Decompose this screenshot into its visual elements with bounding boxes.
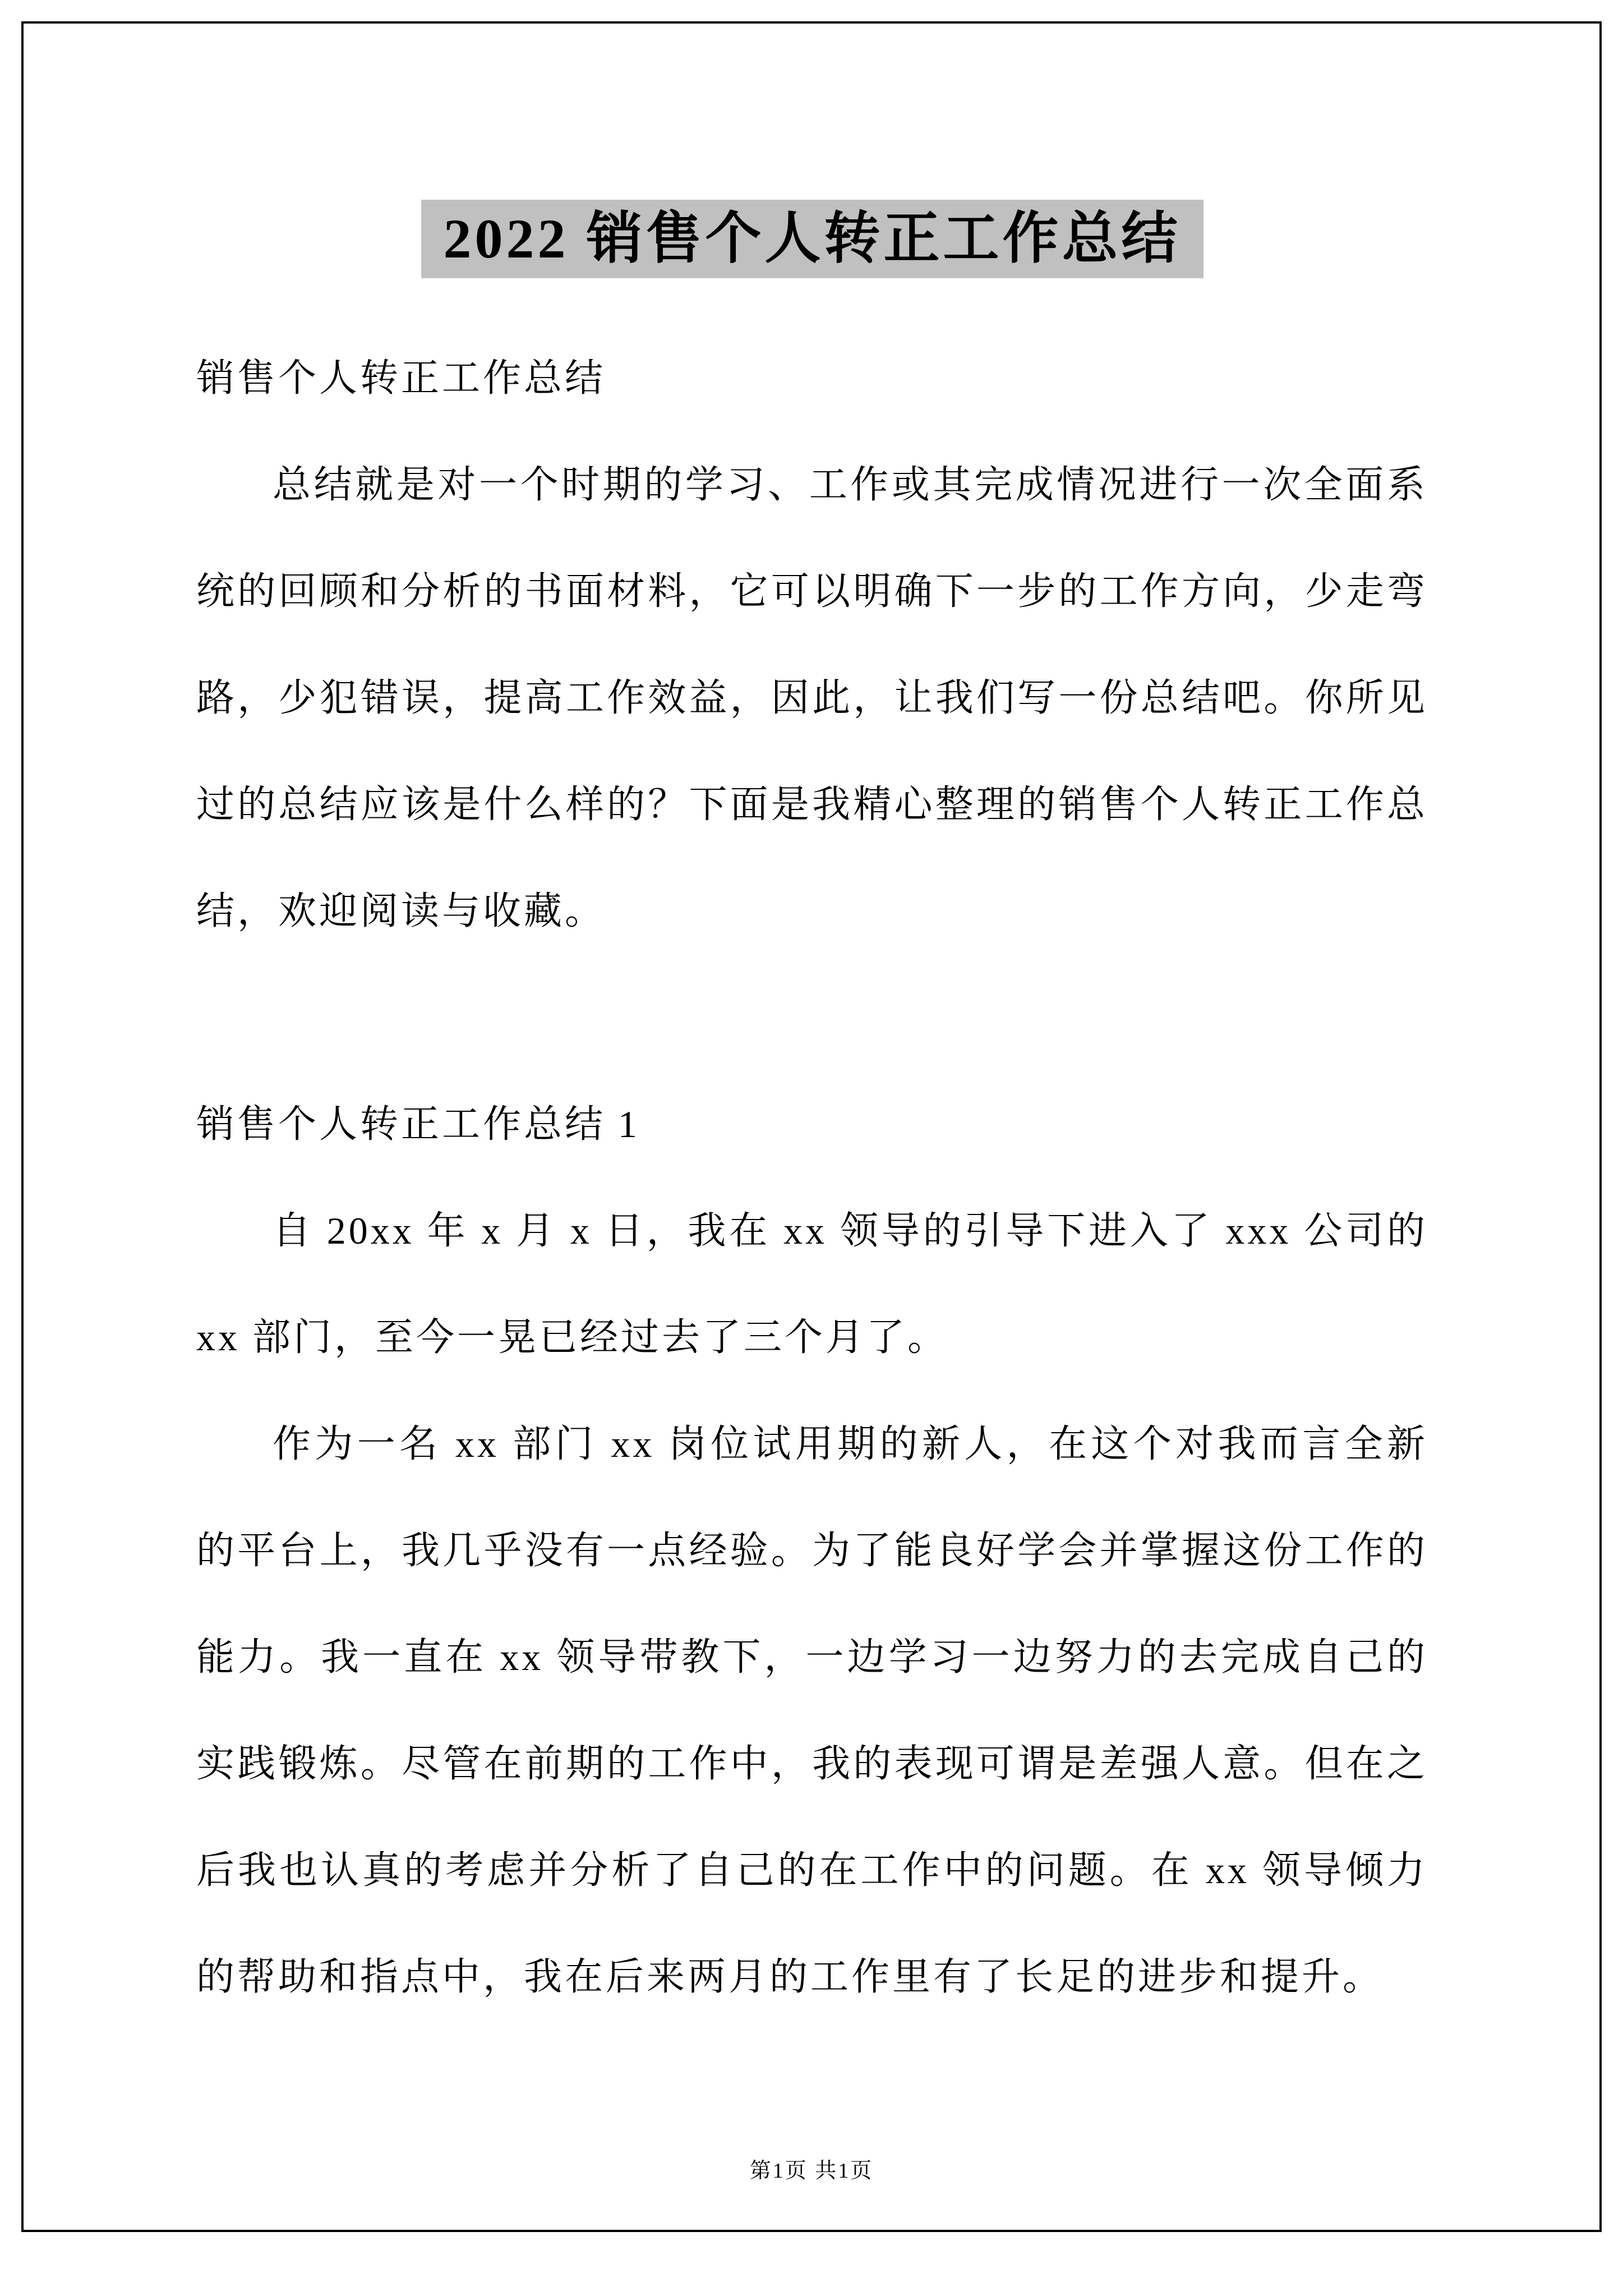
paragraph-intro-heading: 销售个人转正工作总结 — [196, 357, 606, 399]
title-line — [196, 200, 1428, 278]
document-title: 2022 销售个人转正工作总结 — [421, 200, 1204, 278]
paragraph-probation-experience: 作为一名 xx 部门 xx 岗位试用期的新人，在这个对我而言全新的平台上，我几乎没有一点经验。为了能良好学会并掌握这份工作的能力。我一直在 xx 领导带教下，一边学习一边努力的去完成自己的实践锻炼。尽管在前期的工作中，我的表现可谓是差强人意。但在之后我也认真的考虑并分析了自己的在工作中的问题。在 xx 领导倾力的帮助和指点中，我在后来两月的工作里有了长足的进步和提升。 — [196, 1423, 1428, 1998]
document-content — [196, 0, 1428, 2030]
page-footer: 第1页 共1页 — [749, 2159, 874, 2183]
paragraph-summary-intro: 总结就是对一个时期的学习、工作或其完成情况进行一次全面系统的回顾和分析的书面材料，它可以明确下一步的工作方向，少走弯路，少犯错误，提高工作效益，因此，让我们写一份总结吧。你所见过的总结应该是什么样的？下面是我精心整理的销售个人转正工作总结，欢迎阅读与收藏。 — [196, 463, 1428, 932]
section-heading-1: 销售个人转正工作总结 1 — [196, 1103, 640, 1145]
paragraph-joining: 自 20xx 年 x 月 x 日，我在 xx 领导的引导下进入了 xxx 公司的 xx 部门，至今一晃已经过去了三个月了。 — [196, 1209, 1428, 1359]
